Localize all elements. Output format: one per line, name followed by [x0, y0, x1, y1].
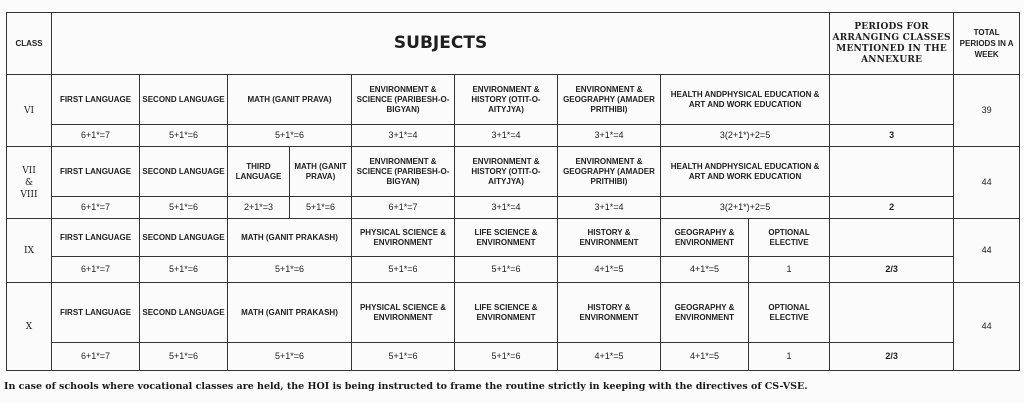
value-cell: 3(2+1*)+2=5 [661, 125, 830, 147]
periods-cell: 2 [830, 197, 954, 219]
subject-cell: ENVIRONMENT & GEOGRAPHY (AMADER PRITHIBI) [558, 147, 661, 197]
subject-cell: HEALTH ANDPHYSICAL EDUCATION & ART AND WORK EDUCATION [661, 147, 830, 197]
subject-cell: SECOND LANGUAGE [140, 283, 228, 343]
subject-cell: HISTORY & ENVIRONMENT [558, 219, 661, 257]
total-cell: 39 [954, 75, 1020, 147]
total-header: TOTAL PERIODS IN A WEEK [954, 13, 1020, 75]
subject-cell: FIRST LANGUAGE [52, 75, 140, 125]
subject-cell: HEALTH ANDPHYSICAL EDUCATION & ART AND WORK EDUCATION [661, 75, 830, 125]
subject-cell: MATH (GANIT PRAKASH) [228, 219, 352, 257]
value-cell: 1 [749, 257, 830, 283]
subject-cell: PHYSICAL SCIENCE & ENVIRONMENT [352, 283, 455, 343]
subject-cell: ENVIRONMENT & GEOGRAPHY (AMADER PRITHIBI) [558, 75, 661, 125]
header-row [7, 13, 1020, 75]
value-cell: 5+1*=6 [140, 257, 228, 283]
value-cell: 5+1*=6 [455, 343, 558, 371]
value-cell: 5+1*=6 [228, 257, 352, 283]
subject-cell: OPTIONAL ELECTIVE [749, 219, 830, 257]
subject-cell: THIRD LANGUAGE [228, 147, 290, 197]
value-cell: 6+1*=7 [52, 343, 140, 371]
value-cell: 3+1*=4 [455, 125, 558, 147]
table-row [7, 197, 1020, 219]
subject-cell: GEOGRAPHY & ENVIRONMENT [661, 219, 749, 257]
table-row [7, 125, 1020, 147]
table-row [7, 343, 1020, 371]
periods-blank-cell [830, 219, 954, 257]
subject-cell: ENVIRONMENT & HISTORY (OTIT-O-AITYJYA) [455, 75, 558, 125]
subject-cell: FIRST LANGUAGE [52, 219, 140, 257]
periods-cell: 3 [830, 125, 954, 147]
subject-cell: MATH (GANIT PRAKASH) [228, 283, 352, 343]
class-cell: VII & VIII [7, 147, 52, 219]
value-cell: 4+1*=5 [661, 257, 749, 283]
subject-cell: LIFE SCIENCE & ENVIRONMENT [455, 219, 558, 257]
subject-cell: SECOND LANGUAGE [140, 147, 228, 197]
footnote: In case of schools where vocational classes are held, the HOI is being instructed to frame the routine strictly in keeping with the directives of CS-VSE. [4, 381, 808, 392]
subject-cell: MATH (GANIT PRAVA) [290, 147, 352, 197]
periods-cell: 2/3 [830, 257, 954, 283]
value-cell: 5+1*=6 [228, 343, 352, 371]
value-cell: 5+1*=6 [228, 125, 352, 147]
value-cell: 5+1*=6 [455, 257, 558, 283]
value-cell: 5+1*=6 [140, 125, 228, 147]
subject-cell: FIRST LANGUAGE [52, 283, 140, 343]
subject-cell: FIRST LANGUAGE [52, 147, 140, 197]
periods-cell: 2/3 [830, 343, 954, 371]
table-row [7, 283, 1020, 343]
value-cell: 5+1*=6 [140, 197, 228, 219]
subject-cell: SECOND LANGUAGE [140, 219, 228, 257]
value-cell: 5+1*=6 [352, 257, 455, 283]
value-cell: 3+1*=4 [455, 197, 558, 219]
periods-header: PERIODS FOR ARRANGING CLASSES MENTIONED IN THE ANNEXURE [830, 13, 954, 75]
value-cell: 6+1*=7 [52, 125, 140, 147]
total-cell: 44 [954, 219, 1020, 283]
subject-cell: ENVIRONMENT & SCIENCE (PARIBESH-O-BIGYAN) [352, 75, 455, 125]
class-cell: IX [7, 219, 52, 283]
table-row [7, 257, 1020, 283]
value-cell: 3(2+1*)+2=5 [661, 197, 830, 219]
value-cell: 6+1*=7 [52, 257, 140, 283]
periods-blank-cell [830, 147, 954, 197]
value-cell: 3+1*=4 [558, 125, 661, 147]
table-row [7, 75, 1020, 125]
subject-cell: PHYSICAL SCIENCE & ENVIRONMENT [352, 219, 455, 257]
subject-cell: OPTIONAL ELECTIVE [749, 283, 830, 343]
class-cell: VI [7, 75, 52, 147]
value-cell: 1 [749, 343, 830, 371]
total-cell: 44 [954, 283, 1020, 371]
subject-cell: GEOGRAPHY & ENVIRONMENT [661, 283, 749, 343]
value-cell: 4+1*=5 [558, 343, 661, 371]
value-cell: 5+1*=6 [352, 343, 455, 371]
class-header: CLASS [7, 13, 52, 75]
total-cell: 44 [954, 147, 1020, 219]
periods-blank-cell [830, 75, 954, 125]
value-cell: 2+1*=3 [228, 197, 290, 219]
periods-blank-cell [830, 283, 954, 343]
subject-cell: ENVIRONMENT & SCIENCE (PARIBESH-O-BIGYAN) [352, 147, 455, 197]
subject-cell: SECOND LANGUAGE [140, 75, 228, 125]
subjects-header: SUBJECTS [52, 13, 830, 75]
table-row [7, 219, 1020, 257]
value-cell: 5+1*=6 [140, 343, 228, 371]
subject-cell: MATH (GANIT PRAVA) [228, 75, 352, 125]
value-cell: 3+1*=4 [558, 197, 661, 219]
table-row [7, 147, 1020, 197]
class-cell: X [7, 283, 52, 371]
value-cell: 4+1*=5 [661, 343, 749, 371]
value-cell: 4+1*=5 [558, 257, 661, 283]
subject-cell: HISTORY & ENVIRONMENT [558, 283, 661, 343]
value-cell: 5+1*=6 [290, 197, 352, 219]
value-cell: 3+1*=4 [352, 125, 455, 147]
subject-cell: ENVIRONMENT & HISTORY (OTIT-O-AITYJYA) [455, 147, 558, 197]
subject-cell: LIFE SCIENCE & ENVIRONMENT [455, 283, 558, 343]
value-cell: 6+1*=7 [52, 197, 140, 219]
routine-table [6, 12, 1020, 371]
value-cell: 6+1*=7 [352, 197, 455, 219]
